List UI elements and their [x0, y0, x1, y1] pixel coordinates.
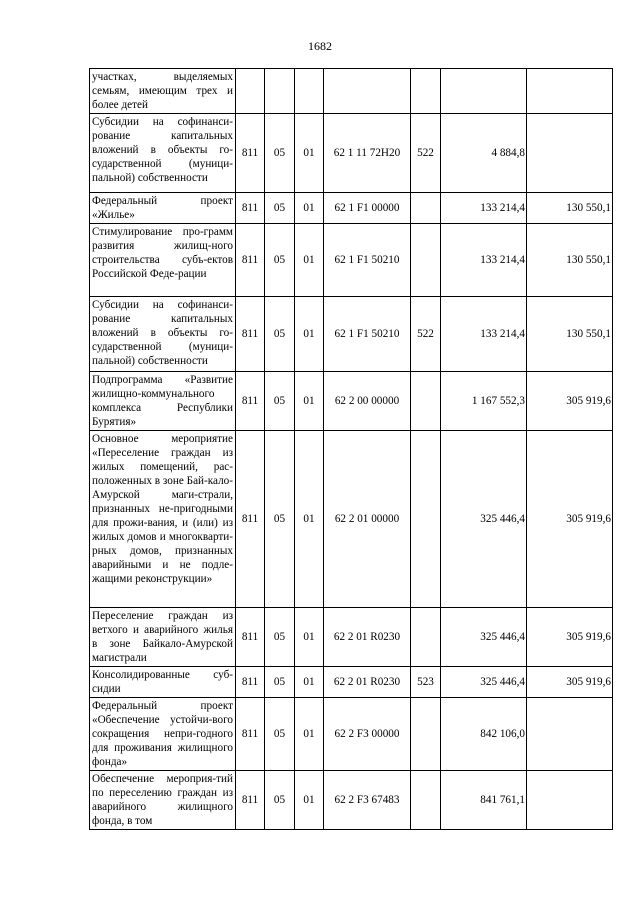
amount-year-2: 305 919,6 [527, 608, 613, 667]
ved-code: 811 [236, 297, 265, 372]
subsection-code: 01 [295, 698, 324, 771]
row-name: Федеральный проект «Жилье» [90, 193, 236, 224]
amount-year-1: 133 214,4 [441, 297, 527, 372]
row-name: Основное мероприятие «Переселение граждан из жилых помещений, рас-положенных в зоне Бай-кало-Амурской маги-страли, признанных не-пригодными для прожи-вания, и (или) из жилых домов и многокварти-рных домов, признанных аварийными и не подле-жащими реконструкции» [90, 431, 236, 608]
subsection-code: 01 [295, 771, 324, 830]
amount-year-1 [441, 69, 527, 114]
row-name: Федеральный проект «Обеспечение устойчи-вого сокращения непри-годного для проживания жилищного фонда» [90, 698, 236, 771]
section-code: 05 [265, 667, 295, 698]
table-row [90, 667, 613, 698]
target-article-code [324, 69, 411, 114]
table-row [90, 608, 613, 667]
subsection-code: 01 [295, 297, 324, 372]
target-article-code: 62 1 11 72H20 [324, 114, 411, 193]
target-article-code: 62 2 01 R0230 [324, 608, 411, 667]
ved-code: 811 [236, 114, 265, 193]
target-article-code: 62 1 F1 00000 [324, 193, 411, 224]
ved-code: 811 [236, 372, 265, 431]
ved-code: 811 [236, 771, 265, 830]
ved-code [236, 69, 265, 114]
table-row [90, 297, 613, 372]
table-row [90, 698, 613, 771]
section-code: 05 [265, 771, 295, 830]
target-article-code: 62 2 F3 67483 [324, 771, 411, 830]
subsection-code: 01 [295, 431, 324, 608]
expense-type-code [411, 372, 441, 431]
ved-code: 811 [236, 667, 265, 698]
row-name: Субсидии на софинанси-рование капитальных вложений в объекты го-сударственной (муници-пальной) собственности [90, 114, 236, 193]
subsection-code: 01 [295, 224, 324, 297]
amount-year-1: 325 446,4 [441, 608, 527, 667]
subsection-code: 01 [295, 114, 324, 193]
table-row [90, 431, 613, 608]
section-code: 05 [265, 224, 295, 297]
ved-code: 811 [236, 698, 265, 771]
row-name: Стимулирование про-грамм развития жилищ-ного строительства субъ-ектов Российской Феде-рации [90, 224, 236, 297]
amount-year-2: 305 919,6 [527, 431, 613, 608]
amount-year-1: 4 884,8 [441, 114, 527, 193]
section-code: 05 [265, 372, 295, 431]
amount-year-2: 130 550,1 [527, 224, 613, 297]
expense-type-code [411, 771, 441, 830]
expense-type-code [411, 224, 441, 297]
expense-type-code: 523 [411, 667, 441, 698]
table-row [90, 193, 613, 224]
amount-year-1: 1 167 552,3 [441, 372, 527, 431]
amount-year-2 [527, 69, 613, 114]
amount-year-1: 325 446,4 [441, 667, 527, 698]
target-article-code: 62 2 00 00000 [324, 372, 411, 431]
amount-year-2: 130 550,1 [527, 297, 613, 372]
subsection-code: 01 [295, 193, 324, 224]
section-code: 05 [265, 297, 295, 372]
section-code: 05 [265, 114, 295, 193]
page-number: 1682 [308, 39, 332, 53]
target-article-code: 62 2 01 00000 [324, 431, 411, 608]
expense-type-code: 522 [411, 114, 441, 193]
expense-type-code [411, 608, 441, 667]
target-article-code: 62 2 01 R0230 [324, 667, 411, 698]
amount-year-2 [527, 771, 613, 830]
row-name: Переселение граждан из ветхого и аварийного жилья в зоне Байкало-Амурской магистрали [90, 608, 236, 667]
row-name: Подпрограмма «Развитие жилищно-коммунального комплекса Республики Бурятия» [90, 372, 236, 431]
target-article-code: 62 1 F1 50210 [324, 297, 411, 372]
ved-code: 811 [236, 193, 265, 224]
row-name: Обеспечение мероприя-тий по переселению граждан из аварийного жилищного фонда, в том [90, 771, 236, 830]
section-code: 05 [265, 698, 295, 771]
section-code: 05 [265, 431, 295, 608]
amount-year-2 [527, 698, 613, 771]
row-name: Консолидированные суб-сидии [90, 667, 236, 698]
section-code [265, 69, 295, 114]
amount-year-2: 305 919,6 [527, 372, 613, 431]
ved-code: 811 [236, 224, 265, 297]
ved-code: 811 [236, 431, 265, 608]
amount-year-1: 841 761,1 [441, 771, 527, 830]
section-code: 05 [265, 608, 295, 667]
expense-type-code [411, 698, 441, 771]
ved-code: 811 [236, 608, 265, 667]
amount-year-1: 842 106,0 [441, 698, 527, 771]
row-name: Субсидии на софинанси-рование капитальных вложений в объекты го-сударственной (муници-пальной) собственности [90, 297, 236, 372]
table-row [90, 771, 613, 830]
expense-type-code [411, 69, 441, 114]
amount-year-1: 325 446,4 [441, 431, 527, 608]
amount-year-2: 305 919,6 [527, 667, 613, 698]
expense-type-code: 522 [411, 297, 441, 372]
section-code: 05 [265, 193, 295, 224]
amount-year-2: 130 550,1 [527, 193, 613, 224]
budget-table [89, 68, 613, 830]
subsection-code: 01 [295, 608, 324, 667]
amount-year-1: 133 214,4 [441, 193, 527, 224]
amount-year-2 [527, 114, 613, 193]
target-article-code: 62 2 F3 00000 [324, 698, 411, 771]
target-article-code: 62 1 F1 50210 [324, 224, 411, 297]
table-row [90, 114, 613, 193]
subsection-code [295, 69, 324, 114]
amount-year-1: 133 214,4 [441, 224, 527, 297]
expense-type-code [411, 193, 441, 224]
row-name: участках, выделяемых семьям, имеющим трех и более детей [90, 69, 236, 114]
expense-type-code [411, 431, 441, 608]
table-row [90, 224, 613, 297]
subsection-code: 01 [295, 667, 324, 698]
table-row [90, 69, 613, 114]
subsection-code: 01 [295, 372, 324, 431]
table-row [90, 372, 613, 431]
